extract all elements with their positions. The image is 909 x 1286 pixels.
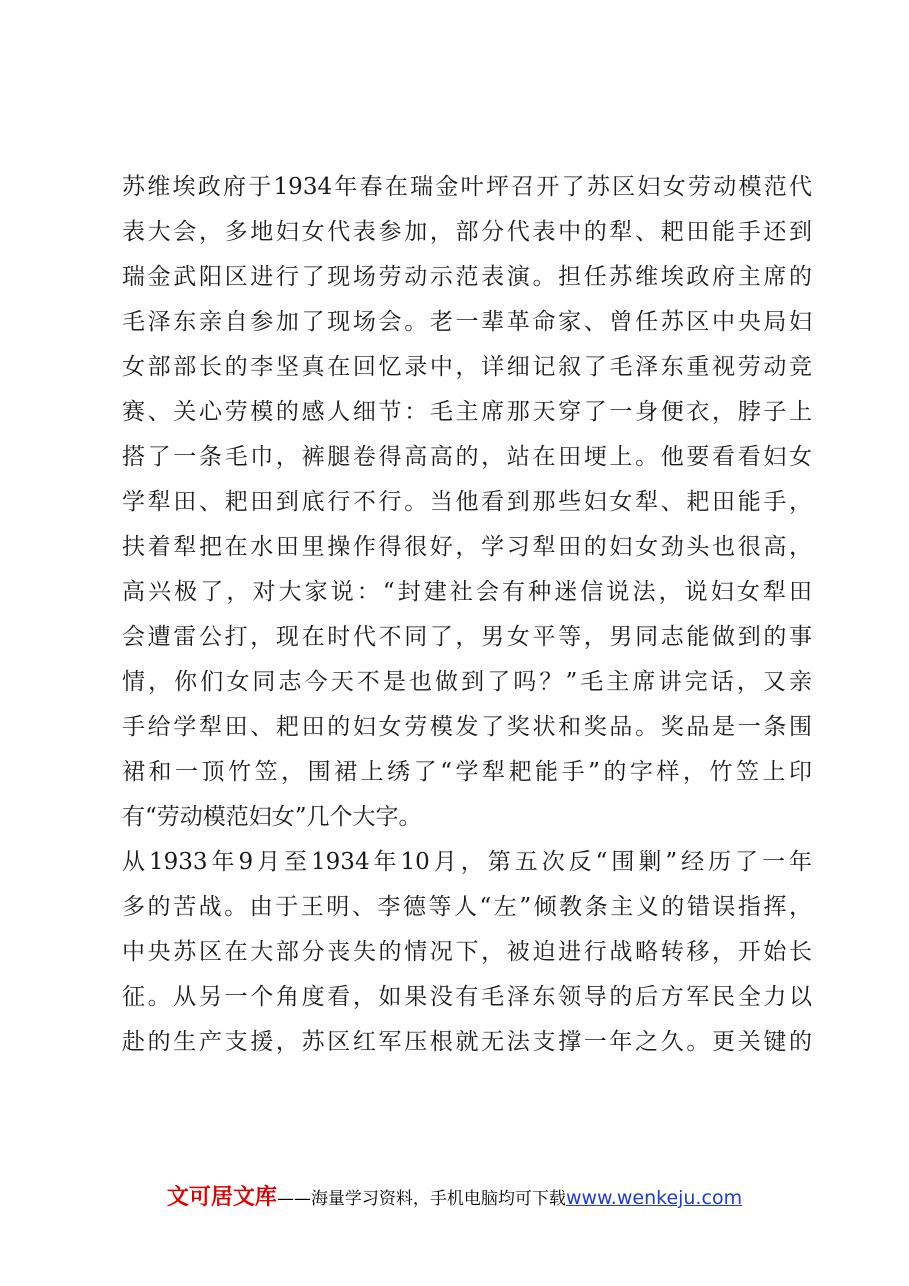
text-line: 扶着犁把在水田里操作得很好，学习犁田的妇女劲头也很高， xyxy=(122,534,812,560)
text-line: 瑞金武阳区进行了现场劳动示范表演。担任苏维埃政府主席的 xyxy=(122,264,812,290)
body-text xyxy=(122,165,812,1065)
text-line: 毛泽东亲自参加了现场会。老一辈革命家、曾任苏区中央局妇 xyxy=(122,309,812,335)
text-line: 有“劳动模范妇女”几个大字。 xyxy=(122,804,422,830)
paragraph xyxy=(122,840,812,1065)
text-line: 女部部长的李坚真在回忆录中，详细记叙了毛泽东重视劳动竞 xyxy=(122,354,812,380)
text-line: 学犁田、耙田到底行不行。当他看到那些妇女犁、耙田能手， xyxy=(122,489,812,515)
text-line: 手给学犁田、耙田的妇女劳模发了奖状和奖品。奖品是一条围 xyxy=(122,714,812,740)
text-line: 搭了一条毛巾，裤腿卷得高高的，站在田埂上。他要看看妇女 xyxy=(122,444,812,470)
footer-tagline: ——海量学习资料，手机电脑均可下载 xyxy=(276,1189,566,1209)
text-line: 高兴极了，对大家说：“封建社会有种迷信说法，说妇女犁田 xyxy=(122,579,812,605)
text-line: 多的苦战。由于王明、李德等人“左”倾教条主义的错误指挥， xyxy=(122,894,812,920)
text-line: 从1933年9月至1934年10月，第五次反“围剿”经历了一年 xyxy=(122,849,812,875)
footer-brand: 文可居文库 xyxy=(166,1185,277,1210)
text-line: 情，你们女同志今天不是也做到了吗？”毛主席讲完话，又亲 xyxy=(122,669,812,695)
text-line: 中央苏区在大部分丧失的情况下，被迫进行战略转移，开始长 xyxy=(122,939,812,965)
text-line: 裙和一顶竹笠，围裙上绣了“学犁耙能手”的字样，竹笠上印 xyxy=(122,759,812,785)
text-line: 征。从另一个角度看，如果没有毛泽东领导的后方军民全力以 xyxy=(122,984,812,1010)
text-line: 赛、关心劳模的感人细节：毛主席那天穿了一身便衣，脖子上 xyxy=(122,399,812,425)
text-line: 赴的生产支援，苏区红军压根就无法支撑一年之久。更关键的 xyxy=(122,1029,812,1055)
footer-banner xyxy=(0,1180,909,1214)
text-line: 苏维埃政府于1934年春在瑞金叶坪召开了苏区妇女劳动模范代 xyxy=(122,174,812,200)
paragraph xyxy=(122,165,812,840)
text-line: 会遭雷公打，现在时代不同了，男女平等，男同志能做到的事 xyxy=(122,624,812,650)
footer-site-link[interactable]: www.wenkeju.com xyxy=(565,1187,743,1209)
text-line: 表大会，多地妇女代表参加，部分代表中的犁、耙田能手还到 xyxy=(122,219,812,245)
